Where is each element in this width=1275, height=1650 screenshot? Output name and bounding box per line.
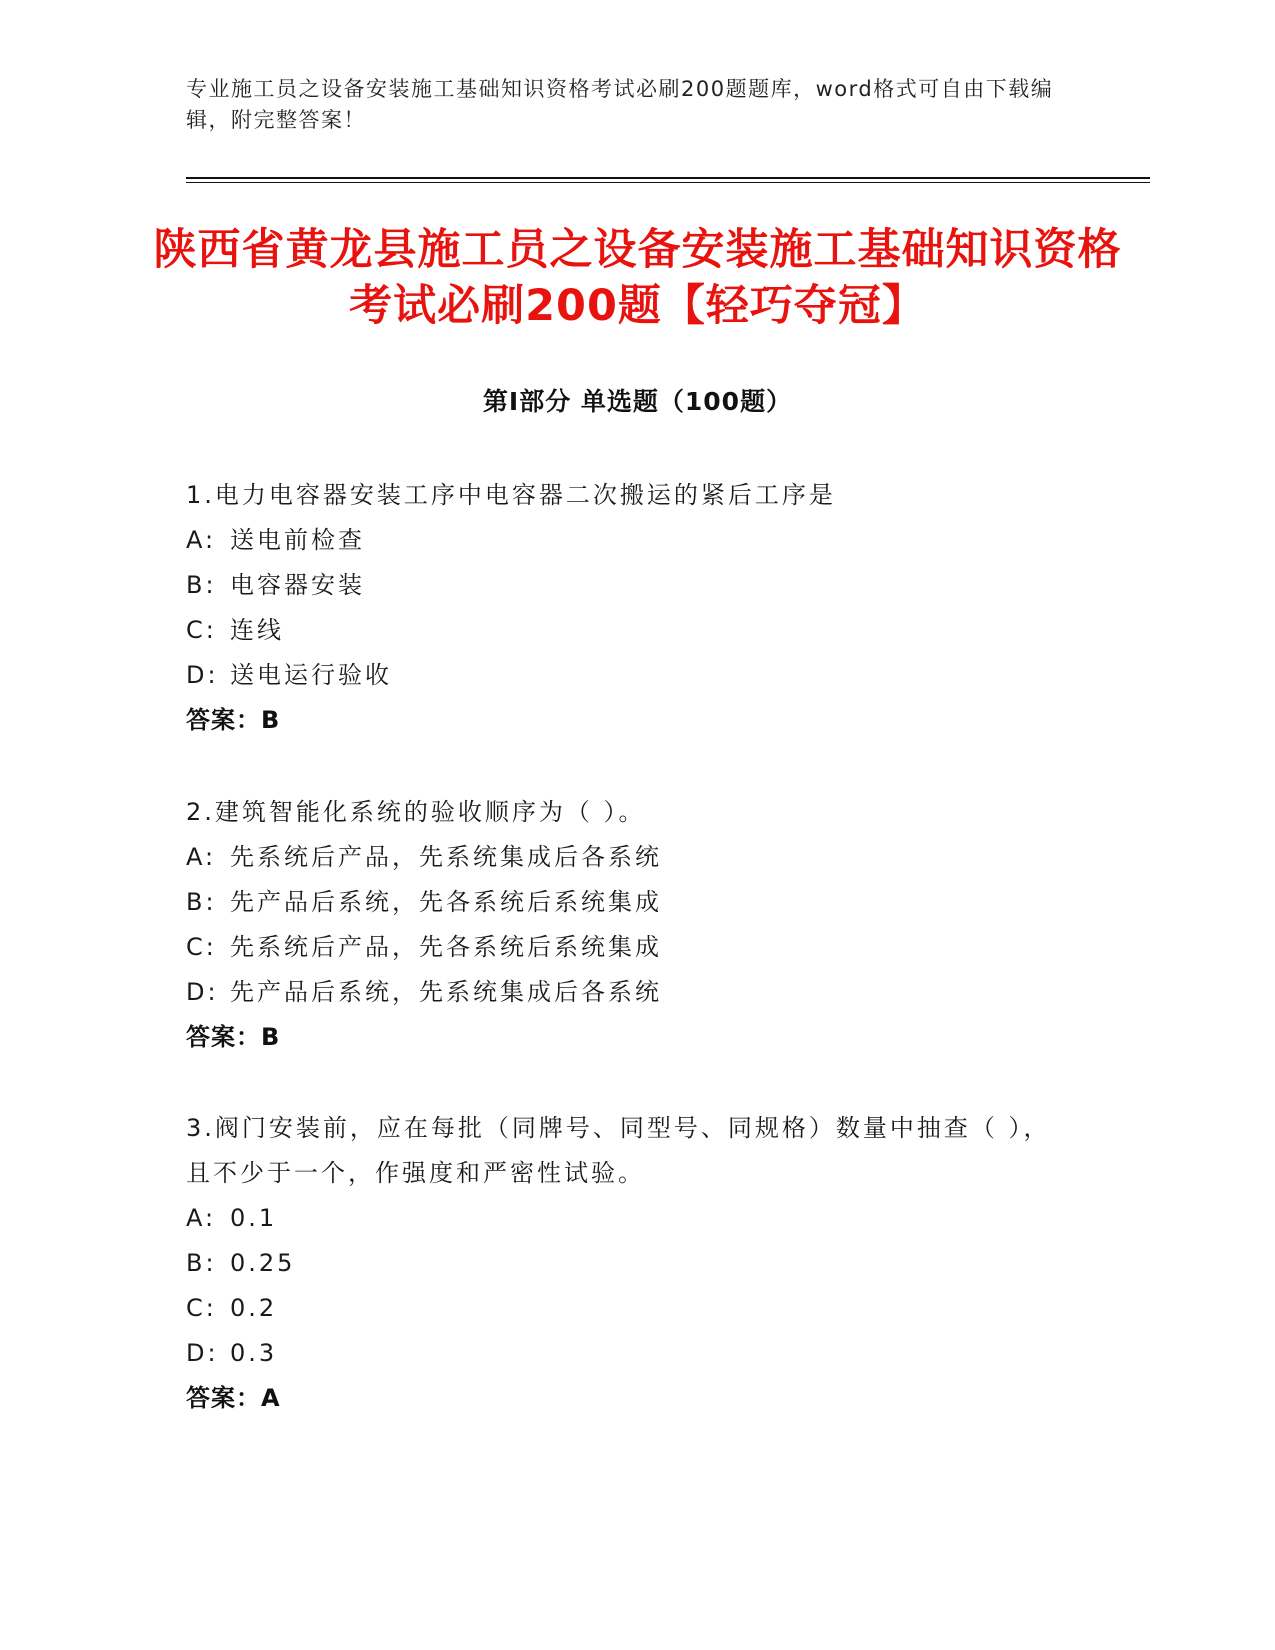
answer: 答案：B (186, 706, 281, 734)
document-title: 陕西省黄龙县施工员之设备安装施工基础知识资格考试必刷200题【轻巧夺冠】 (153, 225, 1122, 331)
header-divider-thick (186, 177, 1150, 179)
question-2 (186, 790, 1066, 1060)
question-1 (186, 473, 1066, 743)
option-key: B: (186, 571, 217, 599)
option-key: C: (186, 1294, 217, 1322)
option-key: D: (186, 661, 219, 689)
option-key: C: (186, 616, 217, 644)
option-d (186, 1331, 1066, 1376)
option-text: 先产品后系统，先系统集成后各系统 (230, 978, 662, 1006)
option-text: 电容器安装 (230, 571, 365, 599)
option-key: A: (186, 843, 217, 871)
option-b (186, 563, 1066, 608)
option-d (186, 653, 1066, 698)
answer: 答案：B (186, 1023, 281, 1051)
option-text: 0.2 (230, 1294, 278, 1322)
question-3 (186, 1106, 1066, 1421)
option-c (186, 925, 1066, 970)
option-text: 先系统后产品，先系统集成后各系统 (230, 843, 662, 871)
question-stem: 3.阀门安装前，应在每批（同牌号、同型号、同规格）数量中抽查（ ），且不少于一个，作强度和严密性试验。 (186, 1114, 1051, 1187)
option-text: 先产品后系统，先各系统后系统集成 (230, 888, 662, 916)
question-stem: 1.电力电容器安装工序中电容器二次搬运的紧后工序是 (186, 481, 836, 509)
option-key: D: (186, 1339, 219, 1367)
option-a (186, 518, 1066, 563)
option-d (186, 970, 1066, 1015)
option-text: 0.3 (230, 1339, 278, 1367)
option-b (186, 1241, 1066, 1286)
option-b (186, 880, 1066, 925)
option-text: 连线 (230, 616, 284, 644)
option-key: B: (186, 888, 217, 916)
option-key: B: (186, 1249, 217, 1277)
option-c (186, 608, 1066, 653)
option-text: 送电运行验收 (230, 661, 392, 689)
header-divider-thin (186, 182, 1150, 183)
option-c (186, 1286, 1066, 1331)
question-stem: 2.建筑智能化系统的验收顺序为（ ）。 (186, 798, 646, 826)
option-text: 0.25 (230, 1249, 296, 1277)
option-text: 0.1 (230, 1204, 278, 1232)
option-a (186, 1196, 1066, 1241)
answer: 答案：A (186, 1384, 281, 1412)
option-key: A: (186, 1204, 217, 1232)
option-key: A: (186, 526, 217, 554)
section-heading: 第Ⅰ部分 单选题（100题） (482, 387, 793, 416)
header-note: 专业施工员之设备安装施工基础知识资格考试必刷200题题库，word格式可自由下载编辑，附完整答案！ (186, 77, 1054, 132)
option-text: 送电前检查 (230, 526, 365, 554)
option-key: C: (186, 933, 217, 961)
option-a (186, 835, 1066, 880)
option-key: D: (186, 978, 219, 1006)
option-text: 先系统后产品，先各系统后系统集成 (230, 933, 662, 961)
